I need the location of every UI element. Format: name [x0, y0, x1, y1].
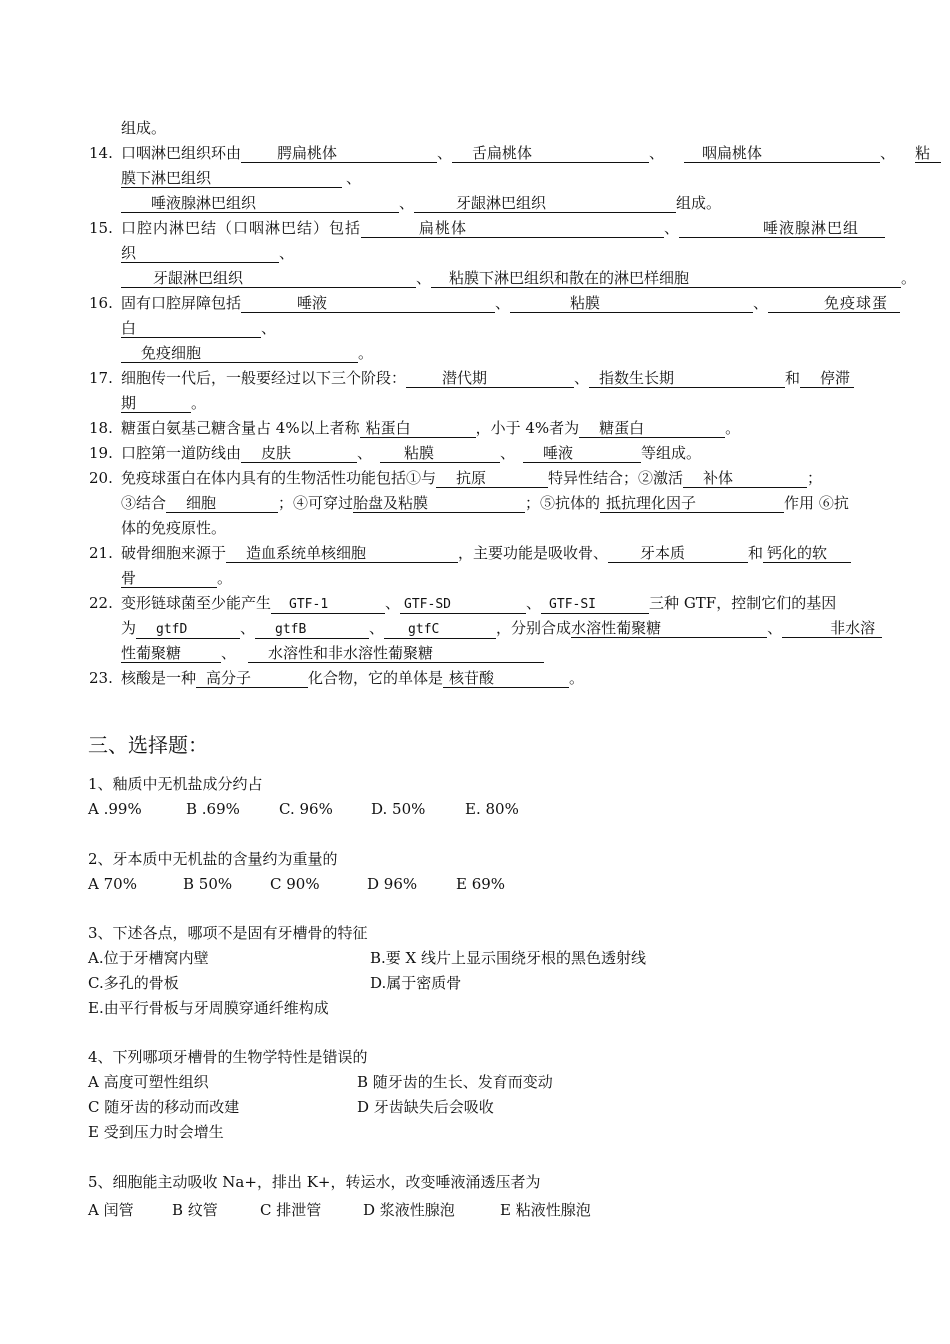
q16-answer-4: 免疫细胞 — [121, 345, 358, 363]
q15-line2: 织 、 — [121, 244, 295, 262]
q15-answer-2b: 织 — [121, 245, 279, 263]
q20-answer-3: 细胞 — [166, 495, 278, 513]
q21-answer-3a: 钙化的软 — [763, 545, 851, 563]
q23-answer-1: 高分子 — [196, 670, 308, 688]
q21-answer-1: 造血系统单核细胞 — [226, 545, 458, 563]
q17-line2: 期 。 — [121, 394, 207, 412]
q20-answer-5: 抵抗理化因子 — [600, 495, 784, 513]
q20-line2: ③结合 细胞 ；④可穿过胎盘及粘膜 ；⑤抗体的 抵抗理化因子 作用 ⑥抗 — [121, 494, 849, 512]
q21-line1: 破骨细胞来源于 造血系统单核细胞 ，主要功能是吸收骨、 牙本质 和 钙化的软 — [121, 543, 851, 563]
q18-line1: 糖蛋白氨基己糖含量占 4%以上者称 粘蛋白 ，小于 4%者为 糖蛋白 。 — [121, 419, 741, 437]
mc3-option-c: C.多孔的骨板 — [88, 974, 179, 992]
q22-answer-4: gtfD — [136, 621, 240, 639]
mc5-option-b: B 纹管 — [172, 1201, 218, 1219]
mc2-stem: 2、牙本质中无机盐的含量约为重量的 — [88, 850, 338, 868]
q22-line1: 变形链球菌至少能产生 GTF-1 、 GTF-SD 、 GTF-SI 三种 GTF，控制它们的基因 — [121, 594, 837, 612]
mc4-option-c: C 随牙齿的移动而改建 — [88, 1098, 240, 1116]
q22-answer-1: GTF-1 — [271, 596, 385, 614]
mc5-option-d: D 浆液性腺泡 — [363, 1201, 455, 1219]
mc4-option-b: B 随牙齿的生长、发育而变动 — [357, 1073, 553, 1091]
mc2-option-b: B 50% — [183, 875, 233, 893]
q17-answer-2: 指数生长期 — [589, 370, 785, 388]
q19-number: 19. — [89, 444, 113, 462]
q15-number: 15. — [89, 219, 113, 237]
mc5-option-e: E 粘液性腺泡 — [500, 1201, 591, 1219]
q15-answer-1: 扁桃体 — [361, 220, 664, 238]
q14-number: 14. — [89, 144, 113, 162]
mc3-option-a: A.位于牙槽窝内壁 — [88, 949, 209, 967]
mc4-stem: 4、下列哪项牙槽骨的生物学特性是错误的 — [88, 1048, 368, 1066]
q14-answer-2: 舌扁桃体 — [452, 145, 649, 163]
q22-answer-9: 水溶性和非水溶性葡聚糖 — [248, 645, 544, 663]
mc1-option-d: D. 50% — [371, 800, 426, 818]
q16-answer-1: 唾液 — [241, 295, 495, 313]
q16-answer-2: 粘膜 — [510, 295, 753, 313]
mc5-stem: 5、细胞能主动吸收 Na+，排出 K+，转运水，改变唾液涌透压者为 — [88, 1173, 541, 1191]
q21-number: 21. — [89, 544, 113, 562]
q21-answer-3b: 骨 — [121, 570, 217, 588]
q16-line2: 白 、 — [121, 319, 277, 337]
q13-tail: 组成。 — [121, 119, 167, 137]
q15-answer-4: 粘膜下淋巴组织和散在的淋巴样细胞 — [431, 270, 901, 288]
q16-line1: 固有口腔屏障包括 唾液 、 粘膜 、 免疫球蛋 — [121, 293, 900, 313]
q23-number: 23. — [89, 669, 113, 687]
section-heading: 三、选择题： — [88, 733, 208, 757]
q16-number: 16. — [89, 294, 113, 312]
q15-answer-2a: 唾液腺淋巴组 — [679, 220, 885, 238]
mc3-option-e: E.由平行骨板与牙周膜穿通纤维构成 — [88, 999, 329, 1017]
mc4-option-d: D 牙齿缺失后会吸收 — [357, 1098, 494, 1116]
q16-answer-3b: 白 — [121, 320, 261, 338]
q22-answer-8b: 性葡聚糖 — [121, 645, 221, 663]
mc5-option-a: A 闰管 — [88, 1201, 134, 1219]
q17-answer-3b: 期 — [121, 395, 191, 413]
mc1-option-e: E. 80% — [465, 800, 519, 818]
q16-answer-3a: 免疫球蛋 — [768, 295, 900, 313]
q22-answer-8a: 非水溶 — [782, 620, 882, 638]
q22-answer-7: 水溶性葡聚糖 — [571, 620, 767, 638]
q14-answer-3: 咽扁桃体 — [684, 145, 880, 163]
q22-line3: 性葡聚糖 、 水溶性和非水溶性葡聚糖 — [121, 643, 544, 663]
q20-line1: 免疫球蛋白在体内具有的生物活性功能包括①与 抗原 特异性结合；②激活 补体 ； — [121, 469, 823, 487]
mc2-option-c: C 90% — [270, 875, 320, 893]
q20-answer-2: 补体 — [683, 470, 807, 488]
q16-line3: 免疫细胞 。 — [121, 343, 373, 363]
q23-line1: 核酸是一种 高分子 化合物，它的单体是 核苷酸 。 — [121, 669, 585, 687]
q19-answer-3: 唾液 — [523, 445, 641, 463]
mc1-option-b: B .69% — [186, 800, 240, 818]
q22-answer-5: gtfB — [255, 621, 369, 639]
mc1-option-c: C. 96% — [279, 800, 333, 818]
q14-line2: 膜下淋巴组织 、 — [121, 169, 362, 187]
q19-answer-1: 皮肤 — [241, 445, 357, 463]
q23-answer-2: 核苷酸 — [443, 670, 569, 688]
q19-line1: 口腔第一道防线由 皮肤 、 粘膜 、 唾液 等组成。 — [121, 444, 702, 462]
q15-line1: 口腔内淋巴结（口咽淋巴结）包括 扁桃体 、 唾液腺淋巴组 — [121, 218, 885, 238]
mc5-option-c: C 排泄管 — [260, 1201, 322, 1219]
q22-line2: 为 gtfD 、 gtfB 、 gtfC ，分别合成水溶性葡聚糖 、 非水溶 — [121, 618, 882, 639]
q17-line1: 细胞传一代后，一般要经过以下三个阶段： 潜代期 、 指数生长期 和 停滞 — [121, 368, 854, 388]
mc2-option-a: A 70% — [88, 875, 137, 893]
q21-answer-2: 牙本质 — [608, 545, 748, 563]
q15-answer-3: 牙龈淋巴组织 — [121, 270, 416, 288]
mc1-option-a: A .99% — [88, 800, 142, 818]
q14-line3: 唾液腺淋巴组织 、 牙龈淋巴组织 组成。 — [121, 193, 721, 213]
q18-answer-1: 粘蛋白 — [360, 420, 476, 438]
q18-answer-2: 糖蛋白 — [579, 420, 725, 438]
q18-number: 18. — [89, 419, 113, 437]
mc3-option-d: D.属于密质骨 — [370, 974, 462, 992]
q20-answer-1: 抗原 — [436, 470, 548, 488]
mc4-option-a: A 高度可塑性组织 — [88, 1073, 209, 1091]
mc2-option-d: D 96% — [367, 875, 418, 893]
q17-answer-3a: 停滞 — [800, 370, 854, 388]
q14-answer-4b: 膜下淋巴组织 — [121, 170, 342, 188]
mc3-stem: 3、下述各点，哪项不是固有牙槽骨的特征 — [88, 924, 368, 942]
q14-answer-4a: 粘 — [915, 145, 941, 163]
q14-answer-1: 腭扁桃体 — [241, 145, 437, 163]
q14-line1: 口咽淋巴组织环由 腭扁桃体 、 舌扁桃体 、 咽扁桃体 、 粘 — [121, 143, 941, 163]
q15-line3: 牙龈淋巴组织 、 粘膜下淋巴组织和散在的淋巴样细胞 。 — [121, 268, 916, 288]
q14-answer-6: 牙龈淋巴组织 — [414, 195, 676, 213]
q21-line2: 骨 。 — [121, 569, 233, 587]
q19-answer-2: 粘膜 — [380, 445, 500, 463]
q20-answer-4: 胎盘及粘膜 — [353, 495, 525, 513]
q22-answer-3: GTF-SI — [541, 596, 649, 614]
mc3-option-b: B.要 X 线片上显示围绕牙根的黑色透射线 — [370, 949, 647, 967]
q22-number: 22. — [89, 594, 113, 612]
mc2-option-e: E 69% — [456, 875, 506, 893]
q20-line3: 体的免疫原性。 — [121, 519, 227, 537]
q17-answer-1: 潜代期 — [406, 370, 574, 388]
mc1-stem: 1、釉质中无机盐成分约占 — [88, 775, 263, 793]
q22-answer-2: GTF-SD — [400, 596, 526, 614]
q14-answer-5: 唾液腺淋巴组织 — [121, 195, 399, 213]
mc4-option-e: E 受到压力时会增生 — [88, 1123, 224, 1141]
q20-number: 20. — [89, 469, 113, 487]
q22-answer-6: gtfC — [384, 621, 496, 639]
q17-number: 17. — [89, 369, 113, 387]
